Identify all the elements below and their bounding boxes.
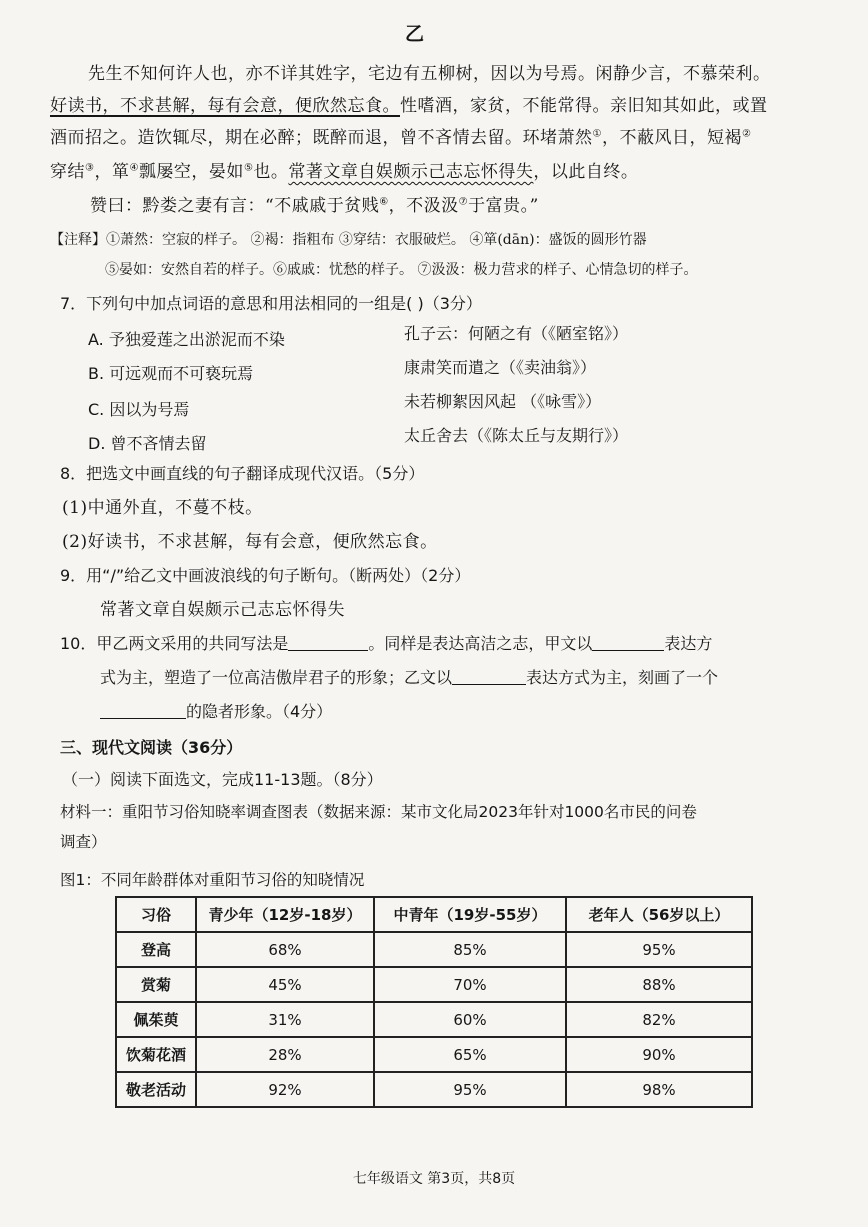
q7-option-b-ref: 康肃笑而遣之（《卖油翁》） — [404, 358, 597, 377]
underlined-sentence: 好读书，不求甚解，每有会意，便欣然忘食。 — [50, 96, 400, 116]
section-3-heading: 三、现代文阅读（36分） — [60, 738, 243, 757]
table-row — [116, 967, 752, 1002]
q10-text-c: 表达方 — [664, 634, 713, 653]
answer-blank-1[interactable] — [288, 632, 368, 651]
question-10-line-1 — [60, 632, 712, 656]
table-cell-value: 28% — [196, 1037, 374, 1072]
question-8-sentence-2: (2)好读书，不求甚解，每有会意，便欣然忘食。 — [62, 532, 438, 552]
table-cell-value: 70% — [374, 967, 566, 1002]
table-cell-value: 45% — [196, 967, 374, 1002]
question-8-stem: 8．把选文中画直线的句子翻译成现代汉语。（5分） — [60, 464, 425, 483]
q10-text-b: 。同样是表达高洁之志，甲文以 — [368, 634, 593, 653]
table-header-senior: 老年人（56岁以上） — [566, 897, 752, 932]
table-row — [116, 932, 752, 967]
passage-line-5-a: 赞曰：黔娄之妻有言：“不戚戚于贫贱 — [90, 196, 380, 216]
table-cell-custom: 敬老活动 — [116, 1072, 196, 1107]
table-cell-custom: 饮菊花酒 — [116, 1037, 196, 1072]
material-1-line-2: 调查） — [60, 833, 107, 851]
table-cell-value: 31% — [196, 1002, 374, 1037]
q7-option-c: C. 因以为号焉 — [88, 400, 190, 419]
passage-line-4-d: 也。 — [253, 162, 289, 182]
table-header-adult: 中青年（19岁-55岁） — [374, 897, 566, 932]
q7-option-a: A. 予独爱莲之出淤泥而不染 — [88, 330, 285, 349]
passage-line-3-a: 酒而招之。造饮辄尽，期在必醉；既醉而退，曾不吝情去留。环堵萧然 — [50, 128, 593, 148]
table-cell-custom: 赏菊 — [116, 967, 196, 1002]
answer-blank-3[interactable] — [452, 666, 526, 685]
table-header-row — [116, 897, 752, 932]
footnote-marker: ④ — [129, 162, 139, 174]
passage-line-5-b: ，不汲汲 — [388, 196, 459, 216]
table-cell-value: 60% — [374, 1002, 566, 1037]
answer-blank-2[interactable] — [592, 632, 664, 651]
table-cell-value: 68% — [196, 932, 374, 967]
q10-text-d: 式为主，塑造了一位高洁傲岸君子的形象；乙文以 — [100, 668, 453, 687]
custom-awareness-table — [115, 896, 753, 1108]
table-cell-value: 92% — [196, 1072, 374, 1107]
material-1-line-1: 材料一：重阳节习俗知晓率调查图表（数据来源：某市文化局2023年针对1000名市民的问卷 — [60, 803, 697, 821]
q10-text-a: 10．甲乙两文采用的共同写法是 — [60, 634, 289, 653]
q7-option-c-ref: 未若柳絮因风起 （《咏雪》） — [404, 392, 602, 411]
q10-text-e: 表达方式为主，刻画了一个 — [526, 668, 719, 687]
passage-line-4 — [50, 160, 638, 184]
passage-line-5 — [90, 194, 539, 218]
table-header-custom: 习俗 — [116, 897, 196, 932]
notes-line-1: 【注释】①萧然：空寂的样子。 ②褐：指粗布 ③穿结：衣服破烂。 ④箪(dān)：盛饭的圆形竹器 — [50, 232, 647, 248]
table-cell-value: 88% — [566, 967, 752, 1002]
footnote-marker: ⑤ — [243, 162, 254, 174]
table-cell-value: 65% — [374, 1037, 566, 1072]
footnote-marker: ⑦ — [458, 196, 469, 208]
question-7-stem: 7．下列句中加点词语的意思和用法相同的一组是( )（3分） — [60, 294, 482, 313]
passage-line-4-c: 瓢屡空，晏如 — [138, 162, 244, 182]
footnote-marker: ③ — [85, 162, 95, 174]
table-cell-value: 90% — [566, 1037, 752, 1072]
table-cell-value: 85% — [374, 932, 566, 967]
q7-option-b: B. 可远观而不可亵玩焉 — [88, 364, 254, 383]
section-3-subheading: （一）阅读下面选文，完成11-13题。（8分） — [62, 770, 383, 789]
table-cell-value: 98% — [566, 1072, 752, 1107]
footnote-marker: ① — [592, 128, 602, 140]
table-row — [116, 1037, 752, 1072]
table-cell-value: 95% — [566, 932, 752, 967]
q10-text-f: 的隐者形象。（4分） — [186, 702, 333, 721]
answer-blank-4[interactable] — [100, 700, 186, 719]
footnote-marker: ⑥ — [379, 196, 389, 208]
passage-line-3-b: ，不蔽风日，短褐 — [601, 128, 742, 148]
question-10-line-2 — [100, 666, 718, 690]
question-8-sentence-1: (1)中通外直，不蔓不枝。 — [62, 498, 263, 518]
notes-line-2: ⑤晏如：安然自若的样子。⑥戚戚：忧愁的样子。 ⑦汲汲：极力营求的样子、心情急切的样子。 — [105, 262, 698, 278]
table-cell-value: 95% — [374, 1072, 566, 1107]
passage-line-2-rest: 性嗜酒，家贫，不能常得。亲旧知其如此，或置 — [400, 96, 768, 116]
wavy-underlined-sentence: 常著文章自娱颇示己志忘怀得失 — [288, 162, 534, 182]
q7-option-d: D. 曾不吝情去留 — [88, 434, 207, 453]
table-cell-value: 82% — [566, 1002, 752, 1037]
passage-line-4-a: 穿结 — [50, 162, 85, 182]
table-cell-custom: 佩茱萸 — [116, 1002, 196, 1037]
passage-line-3 — [50, 126, 751, 150]
table-row — [116, 1002, 752, 1037]
question-9-stem: 9．用“/”给乙文中画波浪线的句子断句。（断两处）（2分） — [60, 566, 471, 585]
passage-line-1: 先生不知何许人也，亦不详其姓字，宅边有五柳树，因以为号焉。闲静少言，不慕荣利。 — [88, 64, 771, 84]
figure-1-caption: 图1：不同年龄群体对重阳节习俗的知晓情况 — [60, 871, 365, 889]
table-cell-custom: 登高 — [116, 932, 196, 967]
passage-title: 乙 — [405, 23, 425, 45]
passage-line-4-e: ，以此自终。 — [533, 162, 639, 182]
passage-line-4-b: ，箪 — [94, 162, 130, 182]
question-9-sentence: 常著文章自娱颇示己志忘怀得失 — [100, 600, 345, 620]
table-header-youth: 青少年（12岁-18岁） — [196, 897, 374, 932]
footnote-marker: ② — [741, 128, 752, 140]
passage-line-5-c: 于富贵。” — [468, 196, 539, 216]
page-footer: 七年级语文 第3页，共8页 — [352, 1171, 516, 1187]
question-10-line-3 — [100, 700, 332, 724]
q7-option-d-ref: 太丘舍去（《陈太丘与友期行》） — [404, 426, 629, 445]
q7-option-a-ref: 孔子云：何陋之有（《陋室铭》） — [404, 324, 629, 343]
passage-line-2 — [50, 94, 768, 118]
table-row — [116, 1072, 752, 1107]
